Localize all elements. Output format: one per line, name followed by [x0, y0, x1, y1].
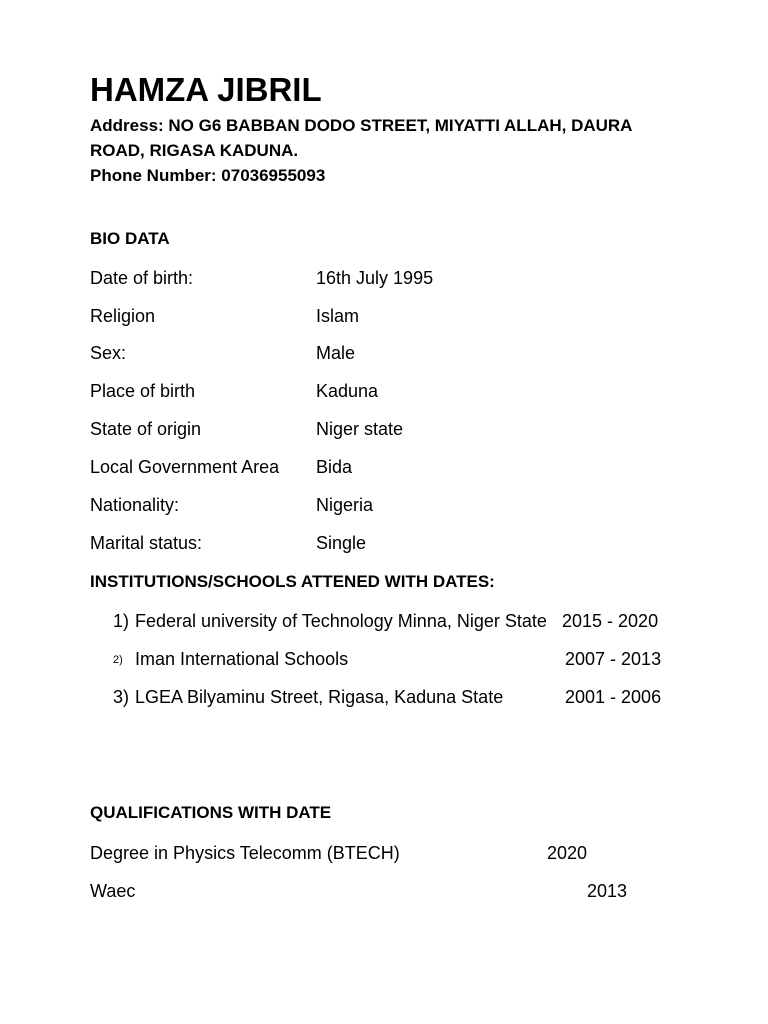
qualifications-heading: QUALIFICATIONS WITH DATE [90, 803, 332, 822]
bio-value: Niger state [316, 419, 404, 439]
applicant-name: HAMZA JIBRIL [90, 71, 322, 108]
bio-label: Place of birth [90, 381, 196, 401]
bio-label: Date of birth: [90, 268, 194, 288]
bio-label: Religion [90, 306, 156, 326]
institution-name: LGEA Bilyaminu Street, Rigasa, Kaduna State [135, 687, 504, 707]
bio-label: State of origin [90, 419, 202, 439]
list-number: 3) [113, 687, 130, 707]
phone-number: Phone Number: 07036955093 [90, 166, 326, 185]
institution-dates: 2007 - 2013 [565, 649, 662, 669]
address-line-1: Address: NO G6 BABBAN DODO STREET, MIYATTI ALLAH, DAURA [90, 116, 633, 135]
qualification-year: 2013 [587, 881, 628, 901]
bio-value: Islam [316, 306, 360, 326]
institution-name: Federal university of Technology Minna, Niger State [135, 611, 547, 631]
institution-dates: 2001 - 2006 [565, 687, 662, 707]
list-number: 2) [113, 654, 123, 666]
institution-name: Iman International Schools [135, 649, 349, 669]
qualification-name: Waec [90, 881, 136, 901]
bio-label: Sex: [90, 343, 127, 363]
bio-value: Male [316, 343, 356, 363]
qualification-year: 2020 [547, 843, 588, 863]
bio-label: Local Government Area [90, 457, 280, 477]
bio-value: Nigeria [316, 495, 374, 515]
bio-label: Nationality: [90, 495, 180, 515]
bio-value: Kaduna [316, 381, 379, 401]
qualification-name: Degree in Physics Telecomm (BTECH) [90, 843, 400, 863]
bio-label: Marital status: [90, 533, 203, 553]
bio-value: Bida [316, 457, 353, 477]
bio-value: 16th July 1995 [316, 268, 434, 288]
list-number: 1) [113, 611, 130, 631]
address-line-2: ROAD, RIGASA KADUNA. [90, 141, 299, 160]
bio-data-heading: BIO DATA [90, 229, 170, 248]
institutions-heading: INSTITUTIONS/SCHOOLS ATTENED WITH DATES: [90, 572, 495, 591]
institution-dates: 2015 - 2020 [562, 611, 659, 631]
bio-value: Single [316, 533, 367, 553]
